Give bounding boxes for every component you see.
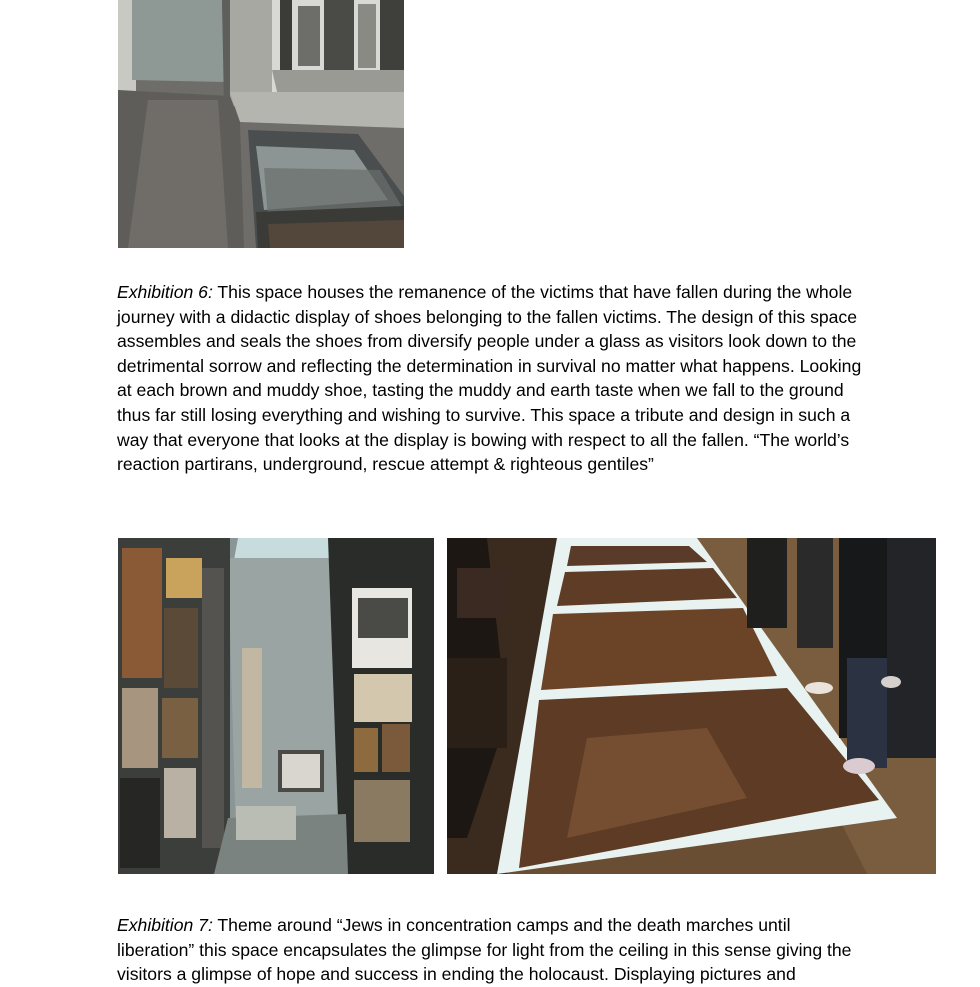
photo-gallery-corridor: [118, 0, 404, 248]
photo-hanging-photographs-room: [118, 538, 434, 874]
exhibition-6-paragraph: [117, 280, 867, 477]
exhibition-6-text: This space houses the remanence of the victims that have fallen during the whole journey with a didactic display of shoes belonging to the fallen victims. The design of this space assembles and seals the shoes from diversify people under a glass as visitors look down to the detrimental sorrow and reflecting the determination in survival no matter what happens. Looking at each brown and muddy shoe, tasting the muddy and earth taste when we fall to the ground thus far still losing everything and wishing to survive. This space a tribute and design in such a way that everyone that looks at the display is bowing with respect to all the fallen. “The world’s reaction partirans, underground, rescue attempt & righteous gentiles”: [117, 282, 862, 475]
exhibition-7-label: Exhibition 7:: [117, 915, 213, 935]
exhibition-7-paragraph: [117, 913, 867, 987]
photo-shoes-under-glass: [447, 538, 936, 874]
exhibition-6-label: Exhibition 6:: [117, 282, 213, 302]
exhibition-7-text: Theme around “Jews in concentration camps and the death marches until liberation” this space encapsulates the glimpse for light from the ceiling in this sense giving the visitors a glimpse of hope and success in ending the holocaust. Displaying pictures and: [117, 915, 852, 985]
